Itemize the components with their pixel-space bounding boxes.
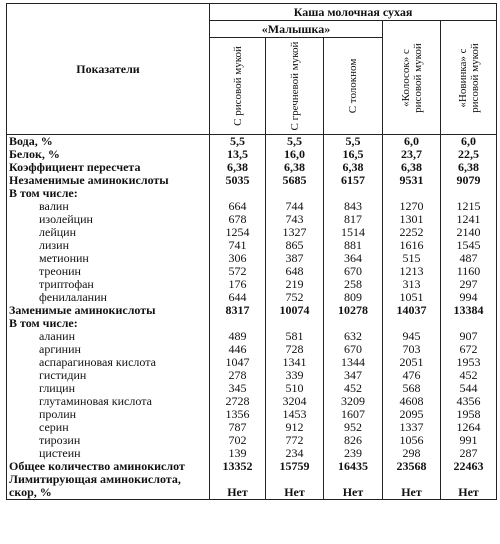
row-value: 6,0	[441, 135, 497, 149]
row-value: Нет	[441, 473, 497, 500]
row-value: 22,5	[441, 148, 497, 161]
row-value: 6,38	[324, 161, 383, 174]
column-header-label: «Новинка» с рисовой мукой	[456, 42, 481, 113]
row-value: 14037	[383, 304, 441, 317]
table-row	[7, 317, 497, 330]
column-header-tolokno	[324, 38, 383, 135]
row-value: 1545	[441, 239, 497, 252]
row-value: 952	[324, 421, 383, 434]
row-value: 843	[324, 200, 383, 213]
row-value: Нет	[324, 473, 383, 500]
column-header-rice	[210, 38, 266, 135]
row-value: 258	[324, 278, 383, 291]
row-value: 15759	[266, 460, 324, 473]
row-value: 8317	[210, 304, 266, 317]
row-value: 1056	[383, 434, 441, 447]
row-label: Вода, %	[7, 135, 210, 149]
row-value: 6,38	[441, 161, 497, 174]
row-value: 1327	[266, 226, 324, 239]
row-value: 2252	[383, 226, 441, 239]
row-value: 670	[324, 265, 383, 278]
row-label: Белок, %	[7, 148, 210, 161]
row-value: 1051	[383, 291, 441, 304]
row-value: 297	[441, 278, 497, 291]
table-body	[7, 135, 497, 500]
row-value: 581	[266, 330, 324, 343]
row-value: 664	[210, 200, 266, 213]
table-row	[7, 473, 497, 500]
row-value: 487	[441, 252, 497, 265]
row-value: 10074	[266, 304, 324, 317]
row-value: 364	[324, 252, 383, 265]
document-page	[6, 3, 496, 500]
row-value: Нет	[383, 473, 441, 500]
row-value: 5,5	[324, 135, 383, 149]
row-value: 1270	[383, 200, 441, 213]
column-header-label: «Колосок» с рисовой мукой	[399, 42, 424, 113]
row-label: метионин	[7, 252, 210, 265]
group-header: Каша молочная сухая	[210, 4, 497, 21]
row-value: 287	[441, 447, 497, 460]
row-value: 13,5	[210, 148, 266, 161]
row-value: 2095	[383, 408, 441, 421]
row-value: 1047	[210, 356, 266, 369]
row-value: 644	[210, 291, 266, 304]
row-label: Заменимые аминокислоты	[7, 304, 210, 317]
row-value: 4608	[383, 395, 441, 408]
row-value: 991	[441, 434, 497, 447]
row-value: 298	[383, 447, 441, 460]
row-value: 826	[324, 434, 383, 447]
row-value: 16,0	[266, 148, 324, 161]
row-value: 6,38	[210, 161, 266, 174]
row-value: 13352	[210, 460, 266, 473]
row-value: 670	[324, 343, 383, 356]
row-value: 347	[324, 369, 383, 382]
table-row	[7, 174, 497, 187]
column-header-label: С рисовой мукой	[231, 46, 244, 126]
row-label: Лимитирующая аминокислота, скор, %	[7, 473, 210, 500]
row-label: В том числе:	[7, 317, 210, 330]
column-header-label: С толокном	[347, 58, 359, 114]
row-label: аспарагиновая кислота	[7, 356, 210, 369]
row-label: фенилаланин	[7, 291, 210, 304]
row-label: Общее количество аминокислот	[7, 460, 210, 473]
column-header-novinka	[441, 21, 497, 135]
parameters-header: Показатели	[7, 4, 210, 135]
row-value: 1514	[324, 226, 383, 239]
column-header-buckwheat	[266, 38, 324, 135]
row-label: цистеин	[7, 447, 210, 460]
row-value: 510	[266, 382, 324, 395]
row-value: 817	[324, 213, 383, 226]
row-value: 1215	[441, 200, 497, 213]
row-value: 678	[210, 213, 266, 226]
row-value: Нет	[210, 473, 266, 500]
row-value: 1607	[324, 408, 383, 421]
row-value: 2728	[210, 395, 266, 408]
row-label: серин	[7, 421, 210, 434]
row-value: 6,38	[266, 161, 324, 174]
row-value: 9079	[441, 174, 497, 187]
row-value: 16,5	[324, 148, 383, 161]
row-value: 278	[210, 369, 266, 382]
row-label: гистидин	[7, 369, 210, 382]
row-value: 881	[324, 239, 383, 252]
table-row	[7, 135, 497, 149]
row-value: 648	[266, 265, 324, 278]
row-label: Коэффициент пересчета	[7, 161, 210, 174]
row-value: 515	[383, 252, 441, 265]
row-value: 6,0	[383, 135, 441, 149]
row-value: 489	[210, 330, 266, 343]
row-value: 387	[266, 252, 324, 265]
amino-acid-table	[6, 3, 497, 500]
row-value: 1341	[266, 356, 324, 369]
row-value: 728	[266, 343, 324, 356]
row-value: 1160	[441, 265, 497, 278]
row-label: Незаменимые аминокислоты	[7, 174, 210, 187]
row-value: 23,7	[383, 148, 441, 161]
row-value: 632	[324, 330, 383, 343]
row-value: 5035	[210, 174, 266, 187]
row-label: В том числе:	[7, 187, 210, 200]
row-label: глутаминовая кислота	[7, 395, 210, 408]
row-value: 452	[324, 382, 383, 395]
row-value: 703	[383, 343, 441, 356]
row-value: 1241	[441, 213, 497, 226]
row-label: тирозин	[7, 434, 210, 447]
subgroup-header: «Малышка»	[210, 21, 383, 38]
row-value: 476	[383, 369, 441, 382]
row-value: 5685	[266, 174, 324, 187]
row-value: 339	[266, 369, 324, 382]
row-value: 572	[210, 265, 266, 278]
row-value: Нет	[266, 473, 324, 500]
row-label: лейцин	[7, 226, 210, 239]
column-header-label: С гречневой мукой	[288, 41, 301, 131]
row-label: аргинин	[7, 343, 210, 356]
row-label: треонин	[7, 265, 210, 278]
row-value: 907	[441, 330, 497, 343]
row-value: 752	[266, 291, 324, 304]
row-value: 994	[441, 291, 497, 304]
row-value: 1953	[441, 356, 497, 369]
row-value: 9531	[383, 174, 441, 187]
column-header-kolosok	[383, 21, 441, 135]
row-value: 809	[324, 291, 383, 304]
row-value: 1344	[324, 356, 383, 369]
row-value: 1453	[266, 408, 324, 421]
row-value: 702	[210, 434, 266, 447]
row-value: 5,5	[210, 135, 266, 149]
row-value: 672	[441, 343, 497, 356]
row-value: 306	[210, 252, 266, 265]
row-value: 787	[210, 421, 266, 434]
row-value: 945	[383, 330, 441, 343]
row-label: валин	[7, 200, 210, 213]
row-label: лизин	[7, 239, 210, 252]
row-value: 1337	[383, 421, 441, 434]
table-row	[7, 304, 497, 317]
row-value: 1301	[383, 213, 441, 226]
row-value: 3204	[266, 395, 324, 408]
row-value: 568	[383, 382, 441, 395]
row-value: 239	[324, 447, 383, 460]
row-value: 544	[441, 382, 497, 395]
row-value: 452	[441, 369, 497, 382]
row-value: 1958	[441, 408, 497, 421]
row-value: 10278	[324, 304, 383, 317]
row-label: аланин	[7, 330, 210, 343]
row-value: 4356	[441, 395, 497, 408]
row-value: 219	[266, 278, 324, 291]
row-value: 2051	[383, 356, 441, 369]
row-value: 1254	[210, 226, 266, 239]
row-value: 345	[210, 382, 266, 395]
row-value: 743	[266, 213, 324, 226]
row-value: 446	[210, 343, 266, 356]
row-value: 22463	[441, 460, 497, 473]
row-value: 1616	[383, 239, 441, 252]
table-row	[7, 369, 497, 382]
row-label: пролин	[7, 408, 210, 421]
row-value: 772	[266, 434, 324, 447]
row-value: 313	[383, 278, 441, 291]
row-value: 6157	[324, 174, 383, 187]
row-value: 5,5	[266, 135, 324, 149]
row-value: 3209	[324, 395, 383, 408]
row-value: 139	[210, 447, 266, 460]
row-value: 744	[266, 200, 324, 213]
row-value: 741	[210, 239, 266, 252]
row-value: 1213	[383, 265, 441, 278]
row-value: 2140	[441, 226, 497, 239]
row-label: триптофан	[7, 278, 210, 291]
row-value: 176	[210, 278, 266, 291]
row-value: 6,38	[383, 161, 441, 174]
row-value: 16435	[324, 460, 383, 473]
row-value: 13384	[441, 304, 497, 317]
row-value: 234	[266, 447, 324, 460]
row-label: изолейцин	[7, 213, 210, 226]
row-value: 912	[266, 421, 324, 434]
row-value: 1356	[210, 408, 266, 421]
row-value: 1264	[441, 421, 497, 434]
row-label: глицин	[7, 382, 210, 395]
row-value: 865	[266, 239, 324, 252]
row-value: 23568	[383, 460, 441, 473]
